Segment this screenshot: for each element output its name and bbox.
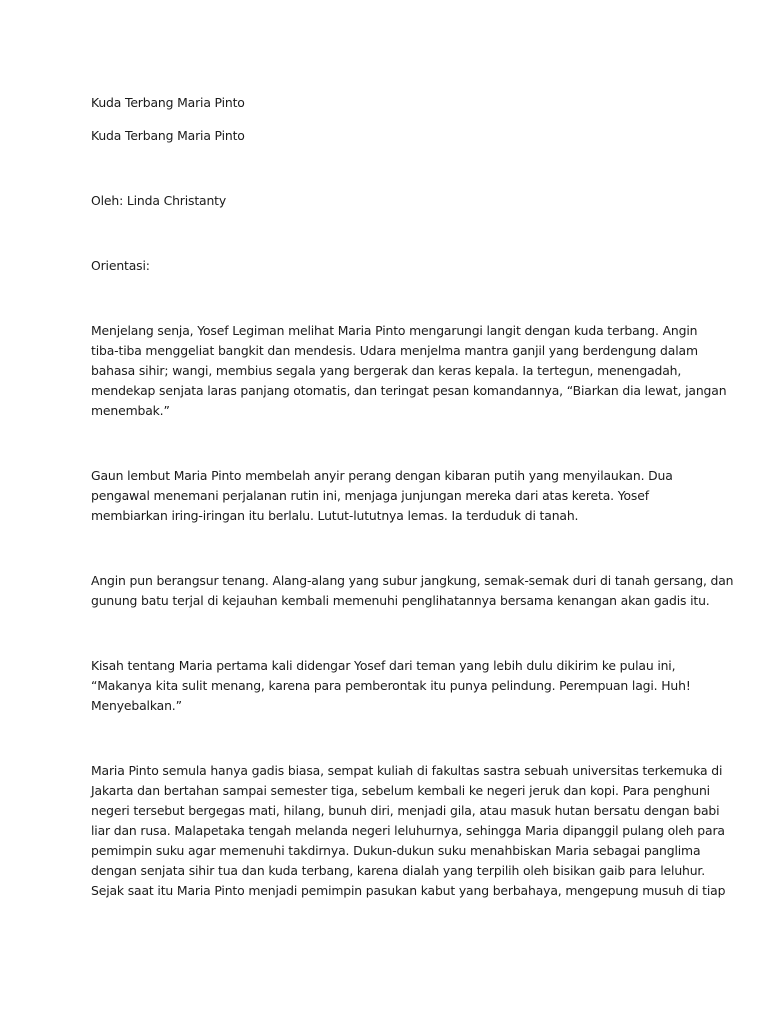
paragraph-line: gunung batu terjal di kejauhan kembali memenuhi penglihatannya bersama kenangan akan gadis itu. (91, 593, 710, 608)
paragraph-line: pengawal menemani perjalanan rutin ini, menjaga junjungan mereka dari atas kereta. Yosef (91, 488, 649, 503)
document-title-repeat: Kuda Terbang Maria Pinto (91, 128, 245, 143)
paragraph-line: Menjelang senja, Yosef Legiman melihat Maria Pinto mengarungi langit dengan kuda terbang. Angin (91, 323, 698, 338)
document-title: Kuda Terbang Maria Pinto (91, 95, 245, 110)
paragraph-line: bahasa sihir; wangi, membius segala yang bergerak dan keras kepala. Ia tertegun, menengadah, (91, 363, 682, 378)
section-heading: Orientasi: (91, 258, 150, 273)
paragraph-3 (91, 571, 734, 611)
document-body (91, 93, 734, 901)
paragraph-line: Angin pun berangsur tenang. Alang-alang yang subur jangkung, semak-semak duri di tanah gersang, dan (91, 573, 734, 588)
paragraph-5 (91, 761, 726, 901)
paragraph-line: “Makanya kita sulit menang, karena para pemberontak itu punya pelindung. Perempuan lagi. Huh! (91, 678, 691, 693)
paragraph-line: membiarkan iring-iringan itu berlalu. Lutut-lututnya lemas. Ia terduduk di tanah. (91, 508, 579, 523)
paragraph-line: tiba-tiba menggeliat bangkit dan mendesis. Udara menjelma mantra ganjil yang berdengung dalam (91, 343, 698, 358)
paragraph-line: liar dan rusa. Malapetaka tengah melanda negeri leluhurnya, sehingga Maria dipanggil pulang oleh para (91, 823, 725, 838)
paragraph-line: Sejak saat itu Maria Pinto menjadi pemimpin pasukan kabut yang berbahaya, mengepung musuh di tiap (91, 883, 726, 898)
paragraph-4 (91, 656, 691, 716)
paragraph-line: mendekap senjata laras panjang otomatis, dan teringat pesan komandannya, “Biarkan dia lewat, jangan (91, 383, 727, 398)
paragraph-line: negeri tersebut bergegas mati, hilang, bunuh diri, menjadi gila, atau masuk hutan bersatu dengan babi (91, 803, 720, 818)
paragraph-line: menembak.” (91, 403, 170, 418)
paragraph-line: Menyebalkan.” (91, 698, 182, 713)
paragraph-line: Jakarta dan bertahan sampai semester tiga, sebelum kembali ke negeri jeruk dan kopi. Para penghuni (91, 783, 710, 798)
paragraph-line: Maria Pinto semula hanya gadis biasa, sempat kuliah di fakultas sastra sebuah universitas terkemuka di (91, 763, 723, 778)
paragraph-line: Gaun lembut Maria Pinto membelah anyir perang dengan kibaran putih yang menyilaukan. Dua (91, 468, 673, 483)
paragraph-1 (91, 321, 727, 421)
paragraph-2 (91, 466, 679, 526)
paragraph-line: dengan senjata sihir tua dan kuda terbang, karena dialah yang terpilih oleh bisikan gaib para leluhur. (91, 863, 706, 878)
author-byline: Oleh: Linda Christanty (91, 193, 227, 208)
paragraph-line: Kisah tentang Maria pertama kali didengar Yosef dari teman yang lebih dulu dikirim ke pulau ini, (91, 658, 676, 673)
paragraph-line: pemimpin suku agar memenuhi takdirnya. Dukun-dukun suku menahbiskan Maria sebagai panglima (91, 843, 701, 858)
